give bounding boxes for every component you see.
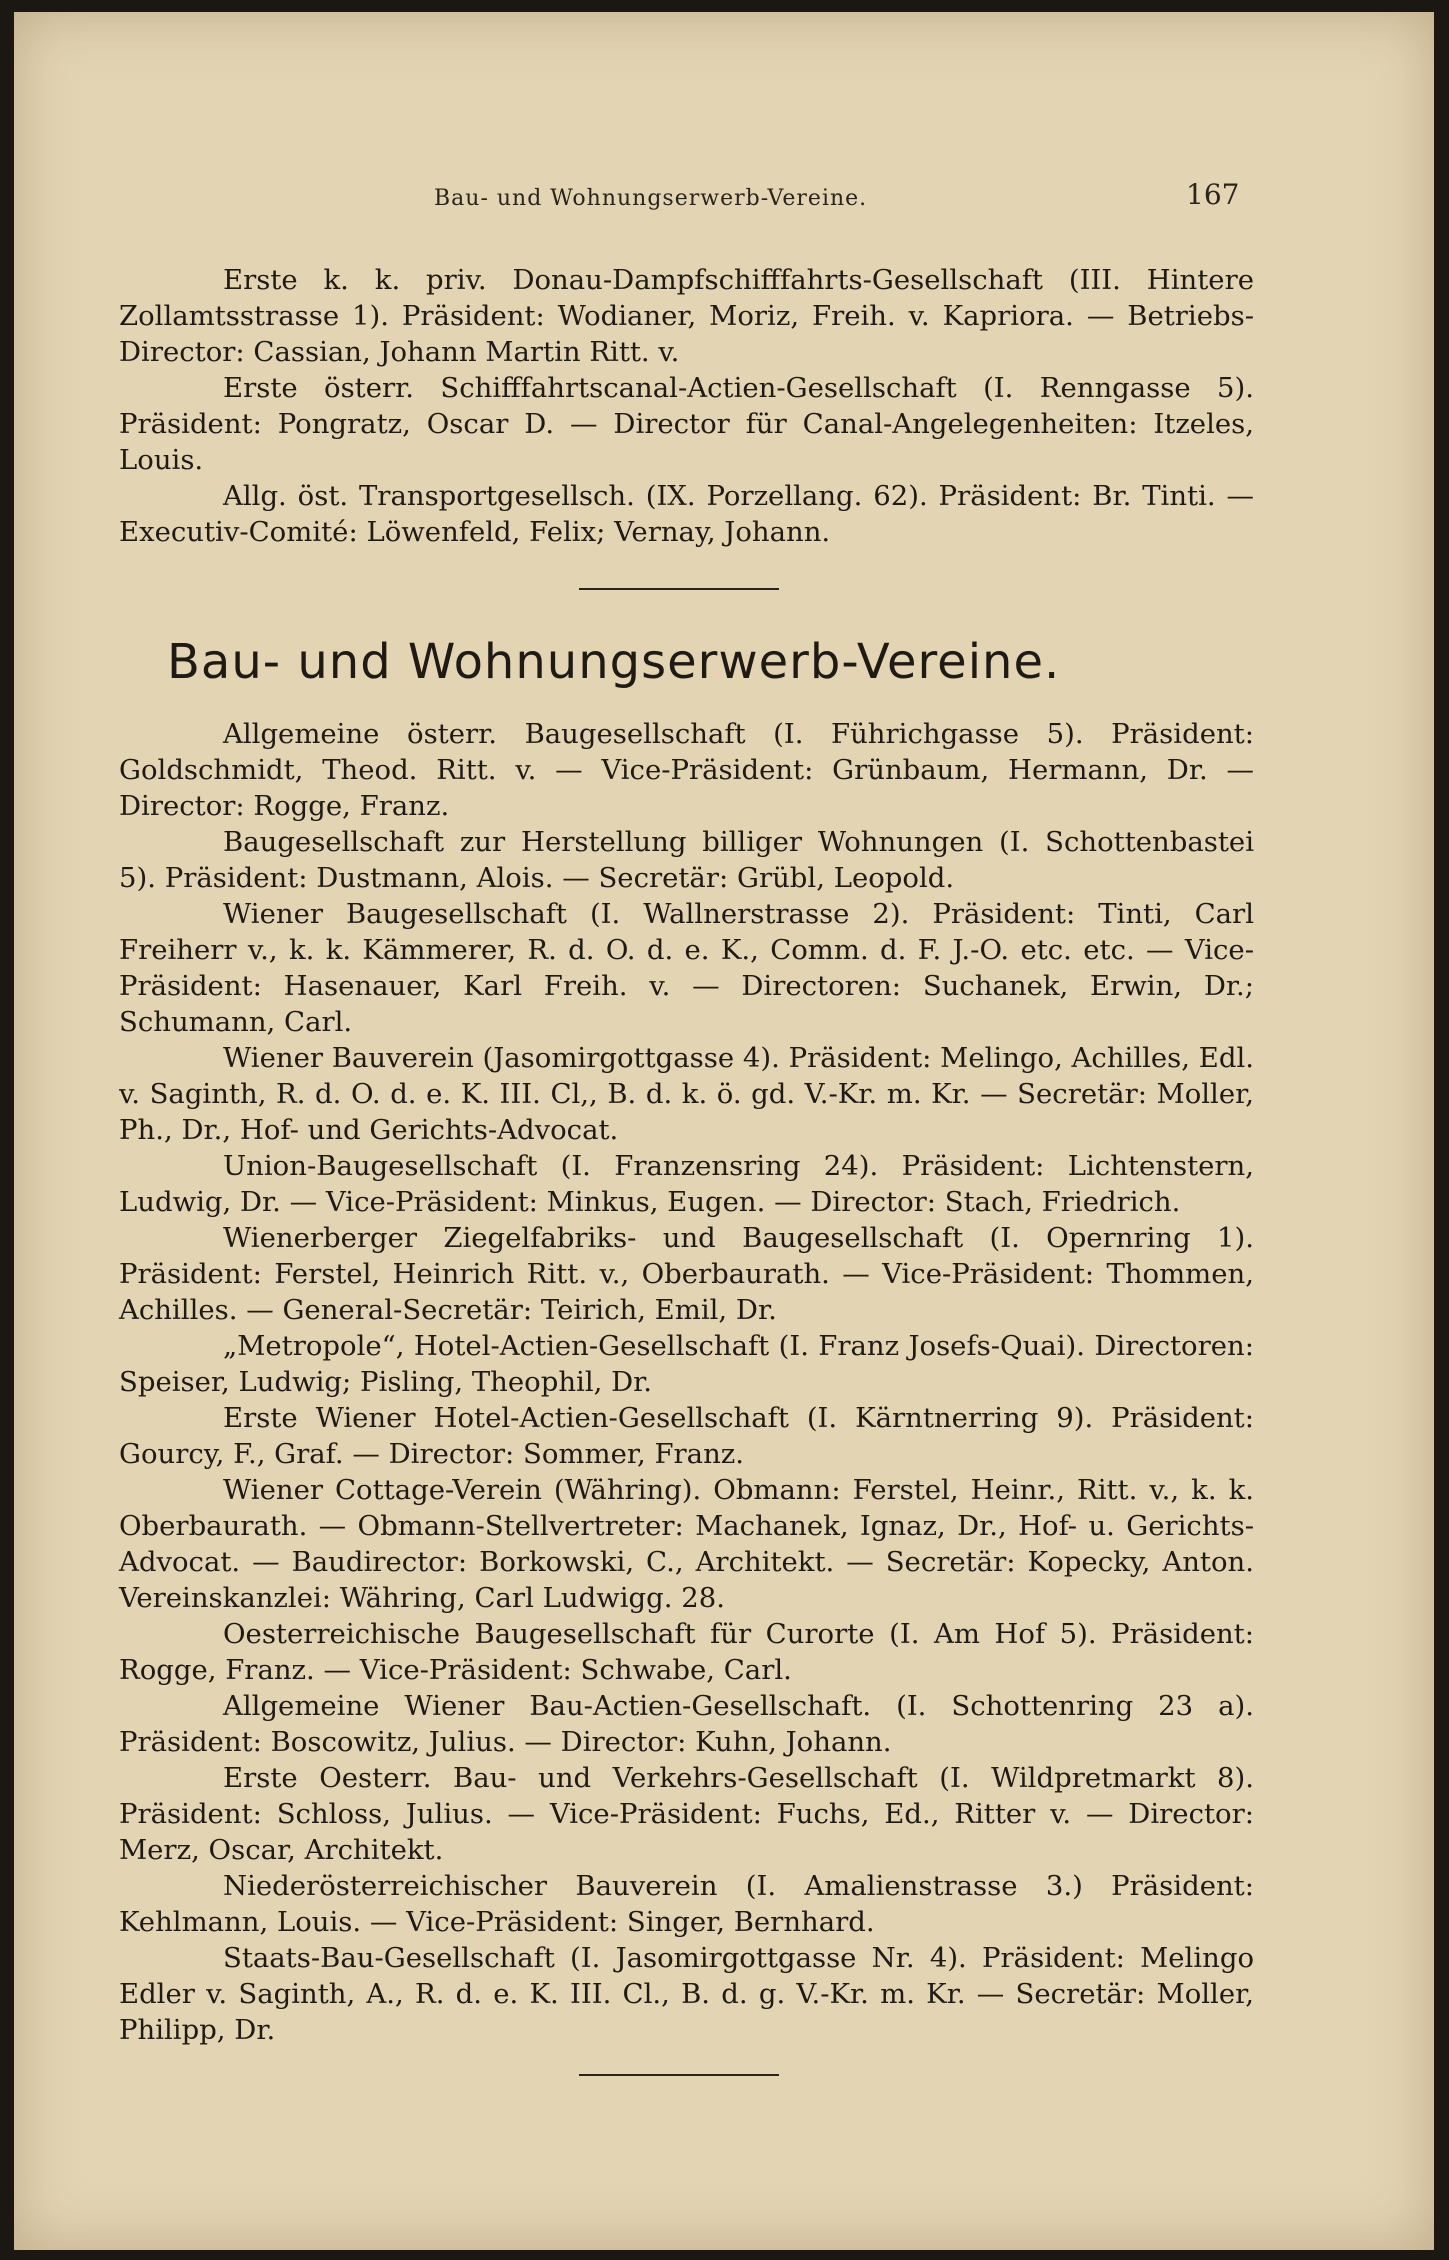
page-number: 167: [1186, 178, 1240, 211]
section-entry: Staats-Bau-Gesellschaft (I. Jasomirgottgasse Nr. 4). Präsident: Melingo Edler v. Saginth, A., R. d. e. K. III. Cl., B. d. g. V.-Kr. m. Kr. — Secretär: Moller, Philipp, Dr.: [119, 1942, 1254, 2046]
section-entry: Union-Baugesellschaft (I. Franzensring 24). Präsident: Lichtenstern, Ludwig, Dr. — Vice-Präsident: Minkus, Eugen. — Director: Stach, Friedrich.: [119, 1150, 1254, 1218]
continued-entry: Allg. öst. Transportgesellsch. (IX. Porzellang. 62). Präsident: Br. Tinti. — Executiv-Comité: Löwenfeld, Felix; Vernay, Johann.: [119, 480, 1254, 548]
continued-entry: Erste k. k. priv. Donau-Dampfschifffahrts-Gesellschaft (III. Hintere Zollamtsstrasse 1). Präsident: Wodianer, Moriz, Freih. v. Kapriora. — Betriebs-Director: Cassian, Johann Martin Ritt. v.: [119, 264, 1254, 368]
section-entry: Wiener Bauverein (Jasomirgottgasse 4). Präsident: Melingo, Achilles, Edl. v. Saginth, R. d. O. d. e. K. III. Cl,, B. d. k. ö. gd. V.-Kr. m. Kr. — Secretär: Moller, Ph., Dr., Hof- und Gerichts-Advocat.: [119, 1042, 1254, 1146]
section-entry: Erste Oesterr. Bau- und Verkehrs-Gesellschaft (I. Wildpretmarkt 8). Präsident: Schloss, Julius. — Vice-Präsident: Fuchs, Ed., Ritter v. — Director: Merz, Oscar, Architekt.: [119, 1762, 1254, 1866]
book-page: [14, 12, 1434, 2250]
section-entry: Wiener Baugesellschaft (I. Wallnerstrasse 2). Präsident: Tinti, Carl Freiherr v., k. k. Kämmerer, R. d. O. d. e. K., Comm. d. F. J.-O. etc. etc. — Vice-Präsident: Hasenauer, Karl Freih. v. — Directoren: Suchanek, Erwin, Dr.; Schumann, Carl.: [119, 898, 1254, 1038]
section-entry: Wienerberger Ziegelfabriks- und Baugesellschaft (I. Opernring 1). Präsident: Ferstel, Heinrich Ritt. v., Oberbaurath. — Vice-Präsident: Thommen, Achilles. — General-Secretär: Teirich, Emil, Dr.: [119, 1222, 1254, 1326]
text-column: [119, 262, 1254, 2116]
section-entry: Niederösterreichischer Bauverein (I. Amalienstrasse 3.) Präsident: Kehlmann, Louis. — Vice-Präsident: Singer, Bernhard.: [119, 1870, 1254, 1938]
section-entry: „Metropole“, Hotel-Actien-Gesellschaft (I. Franz Josefs-Quai). Directoren: Speiser, Ludwig; Pisling, Theophil, Dr.: [119, 1330, 1254, 1398]
running-head: Bau- und Wohnungserwerb-Vereine.: [434, 186, 868, 211]
section-entry: Erste Wiener Hotel-Actien-Gesellschaft (I. Kärntnerring 9). Präsident: Gourcy, F., Graf. — Director: Sommer, Franz.: [119, 1402, 1254, 1470]
section-divider: [579, 588, 779, 590]
continued-entry: Erste österr. Schifffahrtscanal-Actien-Gesellschaft (I. Renngasse 5). Präsident: Pongratz, Oscar D. — Director für Canal-Angelegenheiten: Itzeles, Louis.: [119, 372, 1254, 476]
end-divider: [579, 2074, 779, 2076]
section-entry: Allgemeine österr. Baugesellschaft (I. Führichgasse 5). Präsident: Goldschmidt, Theod. Ritt. v. — Vice-Präsident: Grünbaum, Hermann, Dr. — Director: Rogge, Franz.: [119, 718, 1254, 822]
section-entry: Oesterreichische Baugesellschaft für Curorte (I. Am Hof 5). Präsident: Rogge, Franz. — Vice-Präsident: Schwabe, Carl.: [119, 1618, 1254, 1686]
section-title: Bau- und Wohnungserwerb-Vereine.: [167, 634, 1061, 690]
section-entry: Wiener Cottage-Verein (Währing). Obmann: Ferstel, Heinr., Ritt. v., k. k. Oberbaurath. — Obmann-Stellvertreter: Machanek, Ignaz, Dr., Hof- u. Gerichts-Advocat. — Baudirector: Borkowski, C., Architekt. — Secretär: Kopecky, Anton. Vereinskanzlei: Währing, Carl Ludwigg. 28.: [119, 1474, 1254, 1614]
section-entry: Allgemeine Wiener Bau-Actien-Gesellschaft. (I. Schottenring 23 a). Präsident: Boscowitz, Julius. — Director: Kuhn, Johann.: [119, 1690, 1254, 1758]
section-entry: Baugesellschaft zur Herstellung billiger Wohnungen (I. Schottenbastei 5). Präsident: Dustmann, Alois. — Secretär: Grübl, Leopold.: [119, 826, 1254, 894]
